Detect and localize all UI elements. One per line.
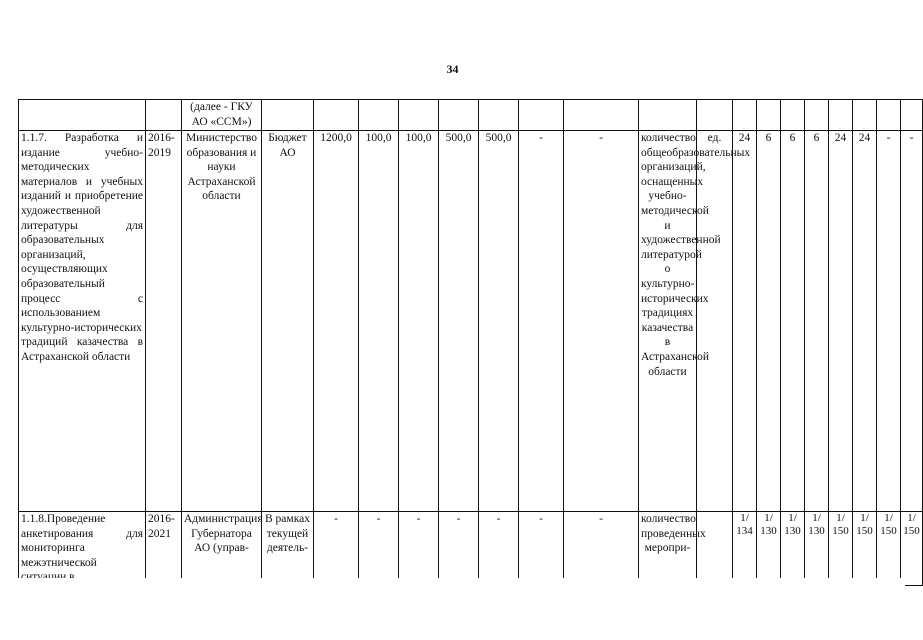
indicator-value: -	[901, 131, 923, 512]
measure-years: 2016-2021	[146, 512, 182, 586]
funding-2019: 500,0	[479, 131, 519, 512]
indicator-value: 1/ 150	[853, 512, 877, 586]
indicator-value: 1/ 130	[805, 512, 829, 586]
indicator-value: 1/ 134	[733, 512, 757, 586]
funding-2021: -	[564, 512, 639, 586]
table-row-1-1-8	[19, 512, 923, 586]
page-number: 34	[446, 62, 459, 76]
funding-2021: -	[564, 131, 639, 512]
indicator-name: количество общеобразовательных организаций, оснащенных учебно-методической и художественной литературой о культурно-исторических традициях казачества в Астраханской области	[639, 131, 697, 512]
indicator-value: 6	[805, 131, 829, 512]
indicator-unit: ед.	[697, 131, 733, 512]
indicator-unit	[697, 512, 733, 586]
funding-source: Бюджет АО	[262, 131, 314, 512]
program-table	[18, 99, 923, 586]
indicator-value: 1/ 150	[829, 512, 853, 586]
funding-2017: 100,0	[399, 131, 439, 512]
indicator-value: 24	[829, 131, 853, 512]
measure-executor: Администрация Губернатора АО (управ-	[182, 512, 262, 586]
funding-2019: -	[479, 512, 519, 586]
executor-note: (далее - ГКУ АО «ССМ»)	[182, 100, 262, 131]
indicator-value: 24	[733, 131, 757, 512]
indicator-value: 24	[853, 131, 877, 512]
indicator-value: 1/ 130	[781, 512, 805, 586]
funding-source: В рамках текущей деятель-	[262, 512, 314, 586]
funding-2020: -	[519, 131, 564, 512]
funding-2018: -	[439, 512, 479, 586]
funding-2018: 500,0	[439, 131, 479, 512]
measure-name: 1.1.8.Проведение анкетирования для мониторинга межэтнической	[19, 512, 146, 586]
indicator-value: 1/ 150	[877, 512, 901, 586]
measure-name: 1.1.7. Разработка и издание учебно-методических материалов и учебных изданий и приобретение художественной литературы для образовательных организаций, осуществляющих образовательный процесс с использованием культурно-исторических традиций казачества в Астраханской области	[19, 131, 146, 512]
indicator-value: 1/ 150	[901, 512, 923, 586]
measure-executor: Министерство образования и науки Астраханской области	[182, 131, 262, 512]
funding-2016: -	[359, 512, 399, 586]
indicator-value: 6	[781, 131, 805, 512]
funding-2020: -	[519, 512, 564, 586]
funding-2017: -	[399, 512, 439, 586]
indicator-name: количество проведенных меропри-	[639, 512, 697, 586]
funding-total: -	[314, 512, 359, 586]
indicator-value: 6	[757, 131, 781, 512]
funding-2016: 100,0	[359, 131, 399, 512]
table-row-1-1-7	[19, 131, 923, 512]
indicator-value: 1/ 130	[757, 512, 781, 586]
page-bottom-margin	[0, 578, 905, 640]
table-row-continued	[19, 100, 923, 131]
measure-years: 2016-2019	[146, 131, 182, 512]
indicator-value: -	[877, 131, 901, 512]
funding-total: 1200,0	[314, 131, 359, 512]
